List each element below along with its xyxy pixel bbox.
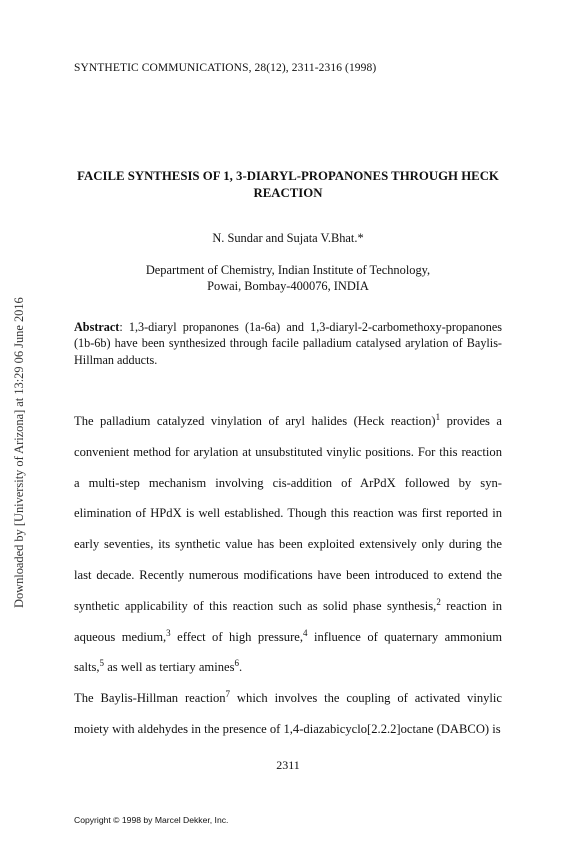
article-authors: N. Sundar and Sujata V.Bhat.* (212, 231, 364, 245)
affiliation-line-2: Powai, Bombay-400076, INDIA (207, 279, 369, 293)
body-text-span: provides a convenient method for arylation at unsubstituted vinylic positions. For this reaction a multi-step mechanism involving cis-addition of ArPdX followed by syn-elimination of HPdX is well established. Though this reaction was first reported in early seventies, its synthetic value has been exploited extensively only during the last decade. Recently numerous modifications have been introduced to extend the synthetic applicability of this reaction such as solid phase synthesis, (74, 414, 502, 613)
affiliation-line-1: Department of Chemistry, Indian Institute of Technology, (145, 263, 431, 277)
body-text-span: effect of high pressure, (170, 629, 304, 644)
citation-3: 3 (166, 627, 171, 638)
article-affiliation (60, 262, 516, 294)
citation-4: 4 (303, 627, 308, 638)
body-paragraph-2 (74, 683, 502, 745)
abstract-label: Abstract (74, 320, 120, 334)
citation-2: 2 (436, 596, 441, 607)
journal-header: SYNTHETIC COMMUNICATIONS, 28(12), 2311-2316 (1998) (74, 62, 377, 74)
body-text-span: influence of quaternary ammonium salts, (74, 629, 502, 675)
citation-7: 7 (225, 689, 231, 700)
article-title: FACILE SYNTHESIS OF 1, 3-DIARYL-PROPANONES THROUGH HECK REACTION (77, 169, 499, 200)
abstract (74, 319, 502, 368)
download-notice-text: Downloaded by [University of Arizona] at 13:29 06 June 2016 (12, 297, 26, 608)
body-text-span: reaction in aqueous medium, (74, 598, 502, 644)
page-number: 2311 (276, 758, 300, 772)
citation-1: 1 (435, 412, 441, 422)
body-text-span: The palladium catalyzed vinylation of aryl halides (Heck reaction) (74, 414, 436, 428)
copyright-notice: Copyright © 1998 by Marcel Dekker, Inc. (74, 815, 229, 825)
download-notice (12, 297, 32, 628)
body-text-span: which involves the coupling of activated vinylic moiety with aldehydes in the presence of 1,4-diazabicyclo[2.2.2]octane (DABCO) is (74, 691, 502, 736)
citation-6: 6 (234, 658, 239, 669)
body-text-span: as well as tertiary amines (104, 660, 235, 675)
body-text (74, 406, 502, 745)
body-text-span: The Baylis-Hillman reaction (74, 691, 226, 706)
citation-5: 5 (99, 658, 105, 669)
body-paragraph-1 (74, 406, 502, 683)
abstract-text: : 1,3-diaryl propanones (1a-6a) and 1,3-diaryl-2-carbomethoxy-propanones (1b-6b) have been synthesized through facile palladium catalysed arylation of Baylis- Hillman adducts. (74, 320, 502, 367)
body-text-span: . (239, 660, 243, 675)
